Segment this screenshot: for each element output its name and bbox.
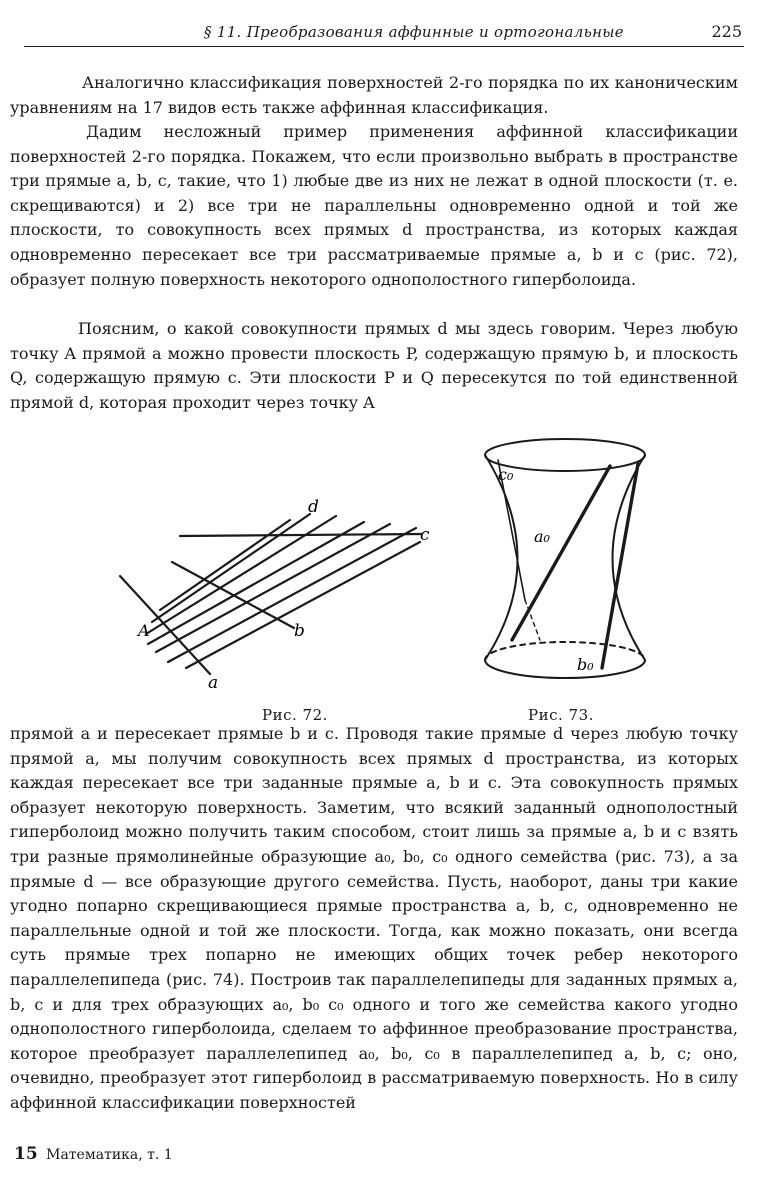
fig72-line-d4	[148, 522, 364, 644]
fig72-label-A: A	[138, 621, 150, 640]
fig73-bottom-ellipse-front	[485, 660, 645, 678]
figure-73	[450, 430, 680, 690]
paragraph-4: прямой a и пересекает прямые b и c. Проводя такие прямые d через любую точку прямой a, мы получим совокупность всех прямых d пространства, из которых каждая пересекает все три заданные прямые a, b и c. Эта совокупность прямых образует некоторую поверхность. Заметим, что всякий заданный однополостный гиперболоид можно получить таким способом, стоит лишь за прямые a, b и c взять три разные прямолинейные образующие a₀, b₀, c₀ одного семейства (рис. 73), а за прямые d — все образующие другого семейства. Пусть, наоборот, даны три какие угодно попарно скрещивающиеся прямые пространства a, b, c, одновременно не параллельные одной и той же плоскости. Тогда, как можно показать, они всегда суть прямые трех попарно не имеющих общих точек ребер некоторого параллелепипеда (рис. 74). Построив так параллелепипеды для заданных прямых a, b, c и для трех образующих a₀, b₀ c₀ одного и того же семейства какого угодно однополостного гиперболоида, сделаем то аффинное преобразование пространства, которое преобразует параллелепипед a₀, b₀, c₀ в параллелепипед a, b, c; оно, очевидно, преобразует этот гиперболоид в рассматриваемую поверхность. Но в силу аффинной классификации поверхностей	[10, 724, 738, 1112]
fig72-label-a: a	[208, 673, 219, 690]
page-number: 225	[711, 22, 742, 41]
section-title: § 11. Преобразования аффинные и ортогональные	[204, 23, 624, 41]
signature-number: 15	[14, 1144, 38, 1164]
paragraph-3: Поясним, о какой совокупности прямых d мы здесь говорим. Через любую точку A прямой a можно провести плоскость P, содержащую прямую b, и плоскость Q, содержащую прямую c. Эти плоскости P и Q пересекутся по той единственной прямой d, которая проходит через точку A	[10, 319, 738, 412]
fig73-bottom-ellipse-back	[485, 642, 645, 660]
fig72-line-d7	[186, 542, 420, 668]
fig72-label-b: b	[294, 621, 305, 641]
fig72-label-c: c	[420, 525, 430, 545]
fig73-label-a0: a₀	[534, 527, 550, 546]
fig72-line-d3	[146, 516, 336, 634]
fig72-label-d: d	[308, 497, 319, 517]
fig73-generator-a0	[512, 466, 610, 640]
fig72-line-d2	[152, 514, 310, 622]
fig72-line-d6	[168, 528, 416, 662]
fig73-label-c0: c₀	[498, 465, 514, 484]
figure-72	[100, 490, 440, 690]
fig72-line-c	[180, 534, 422, 536]
running-header	[24, 20, 744, 47]
fig73-label-b0: b₀	[577, 655, 594, 674]
figure-72-caption: Рис. 72.	[262, 706, 328, 724]
figure-73-caption: Рис. 73.	[528, 706, 594, 724]
fig73-right-contour	[613, 455, 646, 660]
paragraph-2: Дадим несложный пример применения аффинной классификации поверхностей 2-го порядка. Покажем, что если произвольно выбрать в пространстве три прямые a, b, c, такие, что 1) любые две из них не лежат в одной плоскости (т. е. скрещиваются) и 2) все три не параллельны одновременно одной и той же плоскости, то совокупность всех прямых d пространства, из которых каждая одновременно пересекает все три рассматриваемые прямые a, b и c (рис. 72), образует полную поверхность некоторого однополостного гиперболоида.	[10, 122, 738, 289]
footer-text: Математика, т. 1	[46, 1147, 173, 1163]
fig73-left-contour	[485, 455, 518, 660]
page-footer	[14, 1144, 173, 1164]
paragraph-1: Аналогично классификация поверхностей 2-го порядка по их каноническим уравнениям на 17 видов есть также аффинная классификация.	[10, 73, 738, 117]
